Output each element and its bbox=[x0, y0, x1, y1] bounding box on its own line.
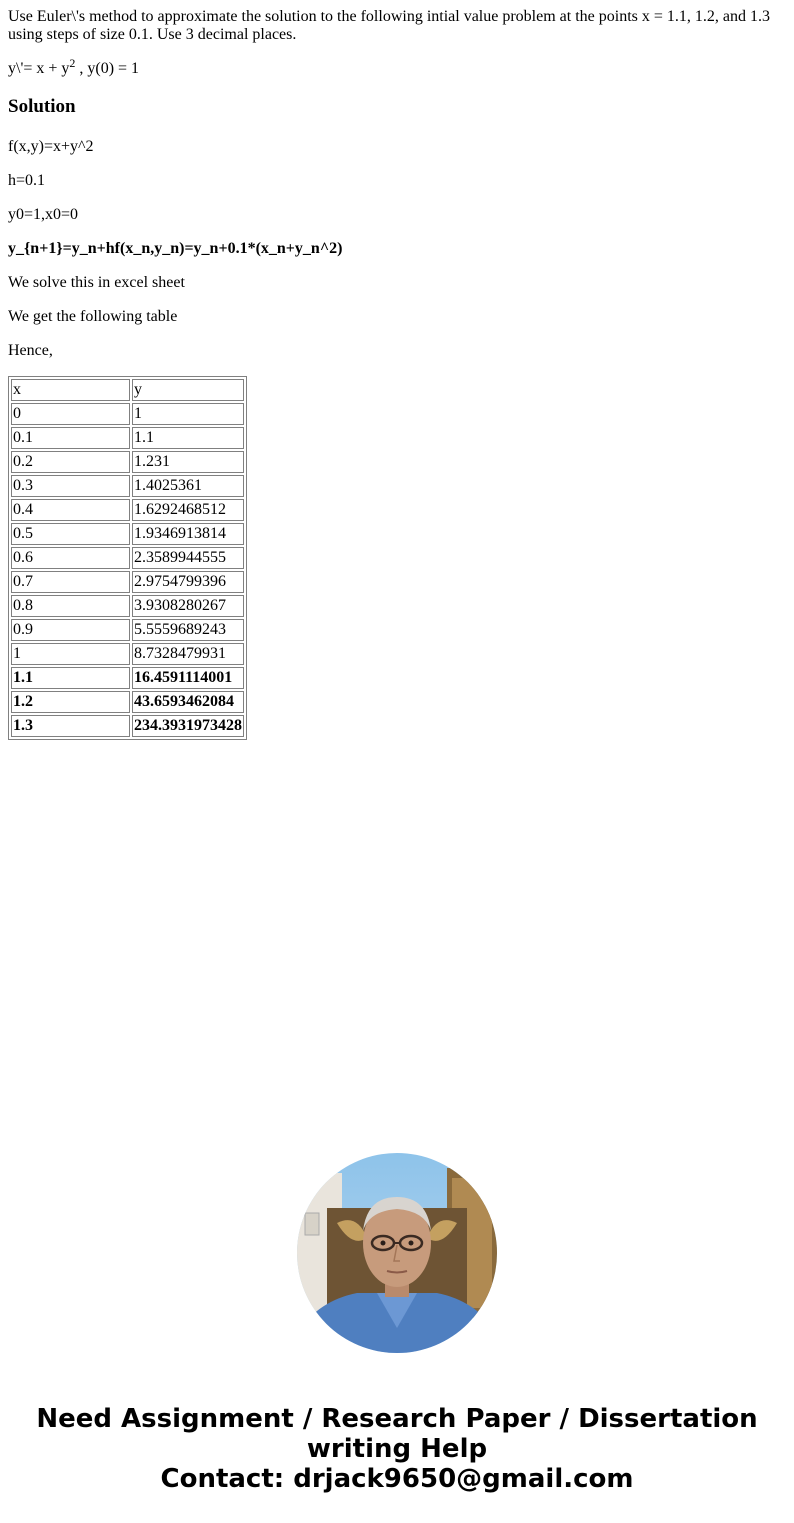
table-cell-x: 0.7 bbox=[11, 571, 130, 593]
table-cell-y: 2.3589944555 bbox=[132, 547, 244, 569]
document-content bbox=[8, 8, 786, 740]
footer-contact: Contact: drjack9650@gmail.com bbox=[160, 1464, 634, 1494]
euler-table bbox=[8, 376, 247, 740]
solution-line-step: h=0.1 bbox=[8, 172, 46, 189]
table-cell-x: 0.1 bbox=[11, 427, 130, 449]
table-cell-y: 1.9346913814 bbox=[132, 523, 244, 545]
table-row bbox=[11, 547, 244, 569]
solution-formula: y_{n+1}=y_n+hf(x_n,y_n)=y_n+0.1*(x_n+y_n^2) bbox=[8, 240, 343, 257]
table-cell-x: 0 bbox=[11, 403, 130, 425]
table-cell-x: 0.2 bbox=[11, 451, 130, 473]
table-cell-y: 1 bbox=[132, 403, 244, 425]
ode-equation bbox=[8, 56, 786, 78]
table-cell-x: 0.5 bbox=[11, 523, 130, 545]
table-row bbox=[11, 715, 244, 737]
table-header-x: x bbox=[11, 379, 130, 401]
ode-lhs: y\'= x + y bbox=[8, 60, 70, 77]
table-row bbox=[11, 619, 244, 641]
footer-promo bbox=[0, 1404, 794, 1494]
author-avatar bbox=[297, 1153, 497, 1353]
solution-line-function: f(x,y)=x+y^2 bbox=[8, 138, 94, 155]
table-cell-x: 1.2 bbox=[11, 691, 130, 713]
table-row bbox=[11, 643, 244, 665]
table-cell-x: 0.9 bbox=[11, 619, 130, 641]
table-cell-y: 1.6292468512 bbox=[132, 499, 244, 521]
table-row bbox=[11, 427, 244, 449]
table-cell-x: 0.6 bbox=[11, 547, 130, 569]
table-cell-y: 16.4591114001 bbox=[132, 667, 244, 689]
table-cell-y: 1.4025361 bbox=[132, 475, 244, 497]
table-cell-x: 1.3 bbox=[11, 715, 130, 737]
table-row bbox=[11, 403, 244, 425]
table-row bbox=[11, 451, 244, 473]
solution-heading: Solution bbox=[8, 96, 76, 117]
table-cell-y: 234.3931973428 bbox=[132, 715, 244, 737]
table-row bbox=[11, 475, 244, 497]
solution-line-table: We get the following table bbox=[8, 308, 178, 325]
solution-line-excel: We solve this in excel sheet bbox=[8, 274, 185, 291]
table-row bbox=[11, 499, 244, 521]
author-portrait-icon bbox=[297, 1153, 497, 1353]
footer-line-2: writing Help bbox=[306, 1434, 488, 1464]
table-cell-x: 0.3 bbox=[11, 475, 130, 497]
table-cell-x: 0.8 bbox=[11, 595, 130, 617]
table-row bbox=[11, 595, 244, 617]
table-cell-y: 1.231 bbox=[132, 451, 244, 473]
table-cell-y: 2.9754799396 bbox=[132, 571, 244, 593]
solution-line-hence: Hence, bbox=[8, 342, 53, 359]
question-text: Use Euler\'s method to approximate the solution to the following intial value problem at the points x = 1.1, 1.2, and 1.3 using steps of size 0.1. Use 3 decimal places. bbox=[8, 8, 770, 43]
table-row bbox=[11, 523, 244, 545]
table-row bbox=[11, 571, 244, 593]
table-cell-y: 8.7328479931 bbox=[132, 643, 244, 665]
table-cell-x: 1 bbox=[11, 643, 130, 665]
table-header-y: y bbox=[132, 379, 244, 401]
ode-exponent: 2 bbox=[69, 56, 76, 70]
table-cell-y: 43.6593462084 bbox=[132, 691, 244, 713]
footer-line-1: Need Assignment / Research Paper / Dissertation bbox=[36, 1404, 758, 1434]
solution-line-initial: y0=1,x0=0 bbox=[8, 206, 79, 223]
table-row bbox=[11, 667, 244, 689]
table-cell-y: 3.9308280267 bbox=[132, 595, 244, 617]
table-cell-y: 5.5559689243 bbox=[132, 619, 244, 641]
ode-initial-condition: , y(0) = 1 bbox=[75, 60, 140, 77]
table-header-row bbox=[11, 379, 244, 401]
table-cell-x: 0.4 bbox=[11, 499, 130, 521]
table-cell-y: 1.1 bbox=[132, 427, 244, 449]
table-cell-x: 1.1 bbox=[11, 667, 130, 689]
table-row bbox=[11, 691, 244, 713]
